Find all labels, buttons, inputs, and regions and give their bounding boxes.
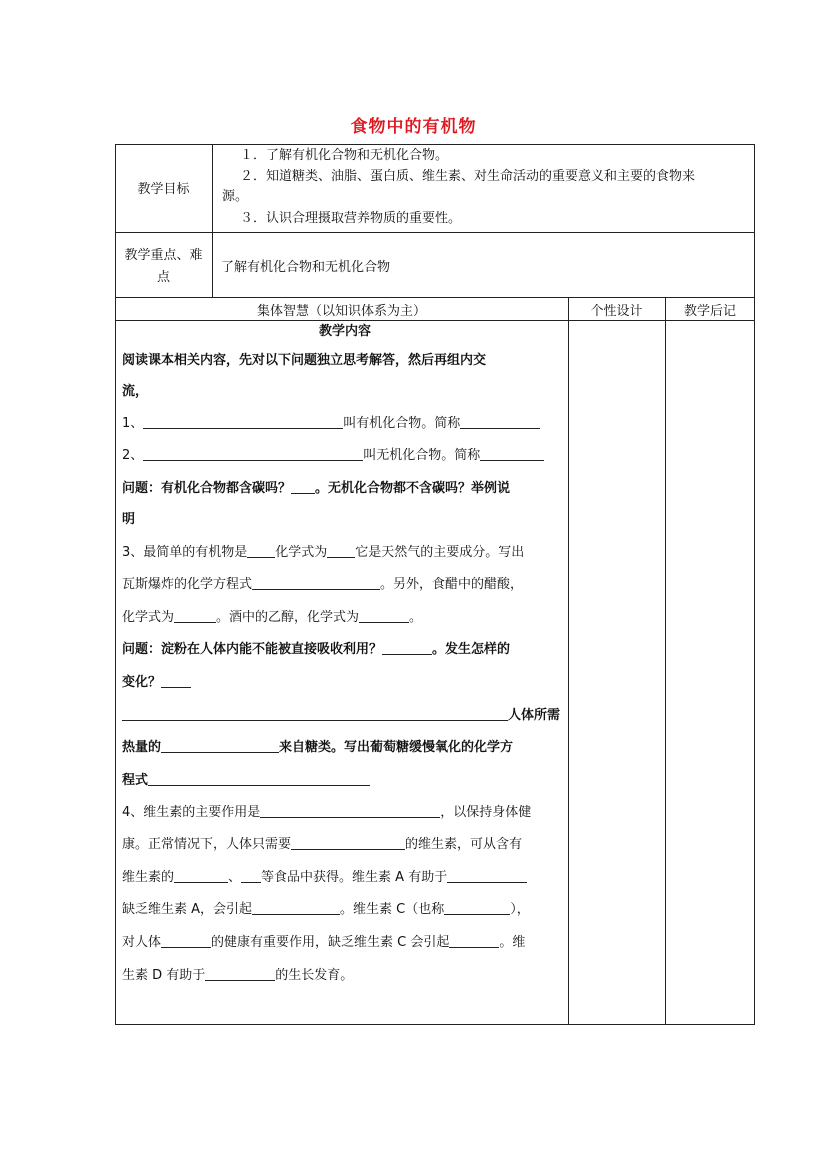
answer-blank[interactable] — [122, 706, 508, 721]
keypoints-label-line-1: 教学重点、难 — [124, 248, 203, 263]
problem-2-line-2: 变化？ — [122, 667, 568, 699]
question-3-line-3: 化学式为 。酒中的乙醇，化学式为 。 — [122, 610, 423, 625]
problem-2-line-3: 人体所需 — [122, 700, 568, 732]
answer-blank[interactable] — [205, 966, 275, 981]
answer-blank[interactable] — [449, 933, 499, 948]
answer-blank[interactable] — [291, 835, 405, 850]
problem-2-line-1: 问题：淀粉在人体内能不能被直接吸收利用？ 。发生怎样的 — [122, 642, 511, 657]
intro-line-2: 流， — [122, 384, 149, 399]
objective-line-4: ３．认识合理摄取营养物质的重要性。 — [240, 211, 462, 226]
page-title: 食物中的有机物 — [350, 117, 477, 137]
answer-blank[interactable] — [359, 608, 409, 623]
answer-blank[interactable] — [444, 900, 510, 915]
header-personal: 个性设计 — [590, 304, 643, 319]
objective-line-1: １．了解有机化合物和无机化合物。 — [240, 148, 449, 163]
divider-personal-column — [568, 297, 569, 1025]
answer-blank[interactable] — [252, 575, 380, 590]
question-1: 1、 叫有机化合物。简称 — [122, 408, 568, 440]
problem-1: 问题：有机化合物都含碳吗？ 。无机化合物都不含碳吗？举例说 — [122, 481, 511, 496]
question-3-line-1: 3、最简单的有机物是 化学式为 它是天然气的主要成分。写出 — [122, 545, 525, 560]
answer-blank[interactable] — [291, 479, 315, 494]
header-collective: 集体智慧（以知识体系为主） — [256, 304, 426, 319]
question-4-line-2: 康。正常情况下，人体只需要 的维生素，可从含有 — [122, 837, 523, 852]
content-heading: 教学内容 — [318, 324, 371, 339]
answer-blank[interactable] — [161, 933, 211, 948]
answer-blank[interactable] — [148, 771, 370, 786]
answer-blank[interactable] — [260, 803, 440, 818]
keypoints-label-line-2: 点 — [156, 270, 170, 285]
answer-blank[interactable] — [161, 738, 279, 753]
answer-blank[interactable] — [247, 543, 275, 558]
answer-blank[interactable] — [252, 900, 340, 915]
answer-blank[interactable] — [161, 673, 191, 688]
problem-2-line-5: 程式 — [122, 765, 568, 797]
question-4-line-1: 4、维生素的主要作用是 ，以保持身体健 — [122, 805, 532, 820]
question-4-line-5: 对人体 的健康有重要作用，缺乏维生素 C 会引起 。维 — [122, 935, 526, 950]
problem-1-line-2: 明 — [122, 512, 136, 527]
divider-label-column — [212, 144, 213, 297]
answer-blank[interactable] — [327, 543, 355, 558]
question-4-line-3: 维生素的 、 等食品中获得。维生素 A 有助于 — [122, 862, 568, 894]
answer-blank[interactable] — [241, 868, 261, 883]
answer-blank[interactable] — [382, 640, 432, 655]
question-2: 2、 叫无机化合物。简称 — [122, 440, 568, 472]
answer-blank[interactable] — [143, 446, 363, 461]
objective-line-2: ２．知道糖类、油脂、蛋白质、维生素、对生命活动的重要意义和主要的食物来 — [240, 169, 696, 184]
question-4-line-6: 生素 D 有助于 的生长发育。 — [122, 968, 354, 983]
keypoints-text: 了解有机化合物和无机化合物 — [221, 260, 391, 275]
header-notes: 教学后记 — [683, 304, 736, 319]
objectives-label: 教学目标 — [137, 182, 190, 197]
answer-blank[interactable] — [174, 608, 216, 623]
question-4-line-4: 缺乏维生素 A，会引起 。维生素 C（也称 ）， — [122, 902, 530, 917]
answer-blank[interactable] — [480, 446, 544, 461]
answer-blank[interactable] — [460, 414, 540, 429]
objective-line-3: 源。 — [222, 189, 249, 204]
answer-blank[interactable] — [174, 868, 228, 883]
divider-objectives — [115, 232, 755, 233]
intro-line-1: 阅读课本相关内容，先对以下问题独立思考解答，然后再组内交 — [122, 353, 487, 368]
answer-blank[interactable] — [143, 414, 343, 429]
divider-notes-column — [665, 297, 666, 1025]
problem-2-line-4: 热量的 来自糖类。写出葡萄糖缓慢氧化的化学方 — [122, 740, 514, 755]
question-3-line-2: 瓦斯爆炸的化学方程式 。另外，食醋中的醋酸， — [122, 577, 524, 592]
answer-blank[interactable] — [447, 868, 527, 883]
divider-keypoints — [115, 297, 755, 298]
